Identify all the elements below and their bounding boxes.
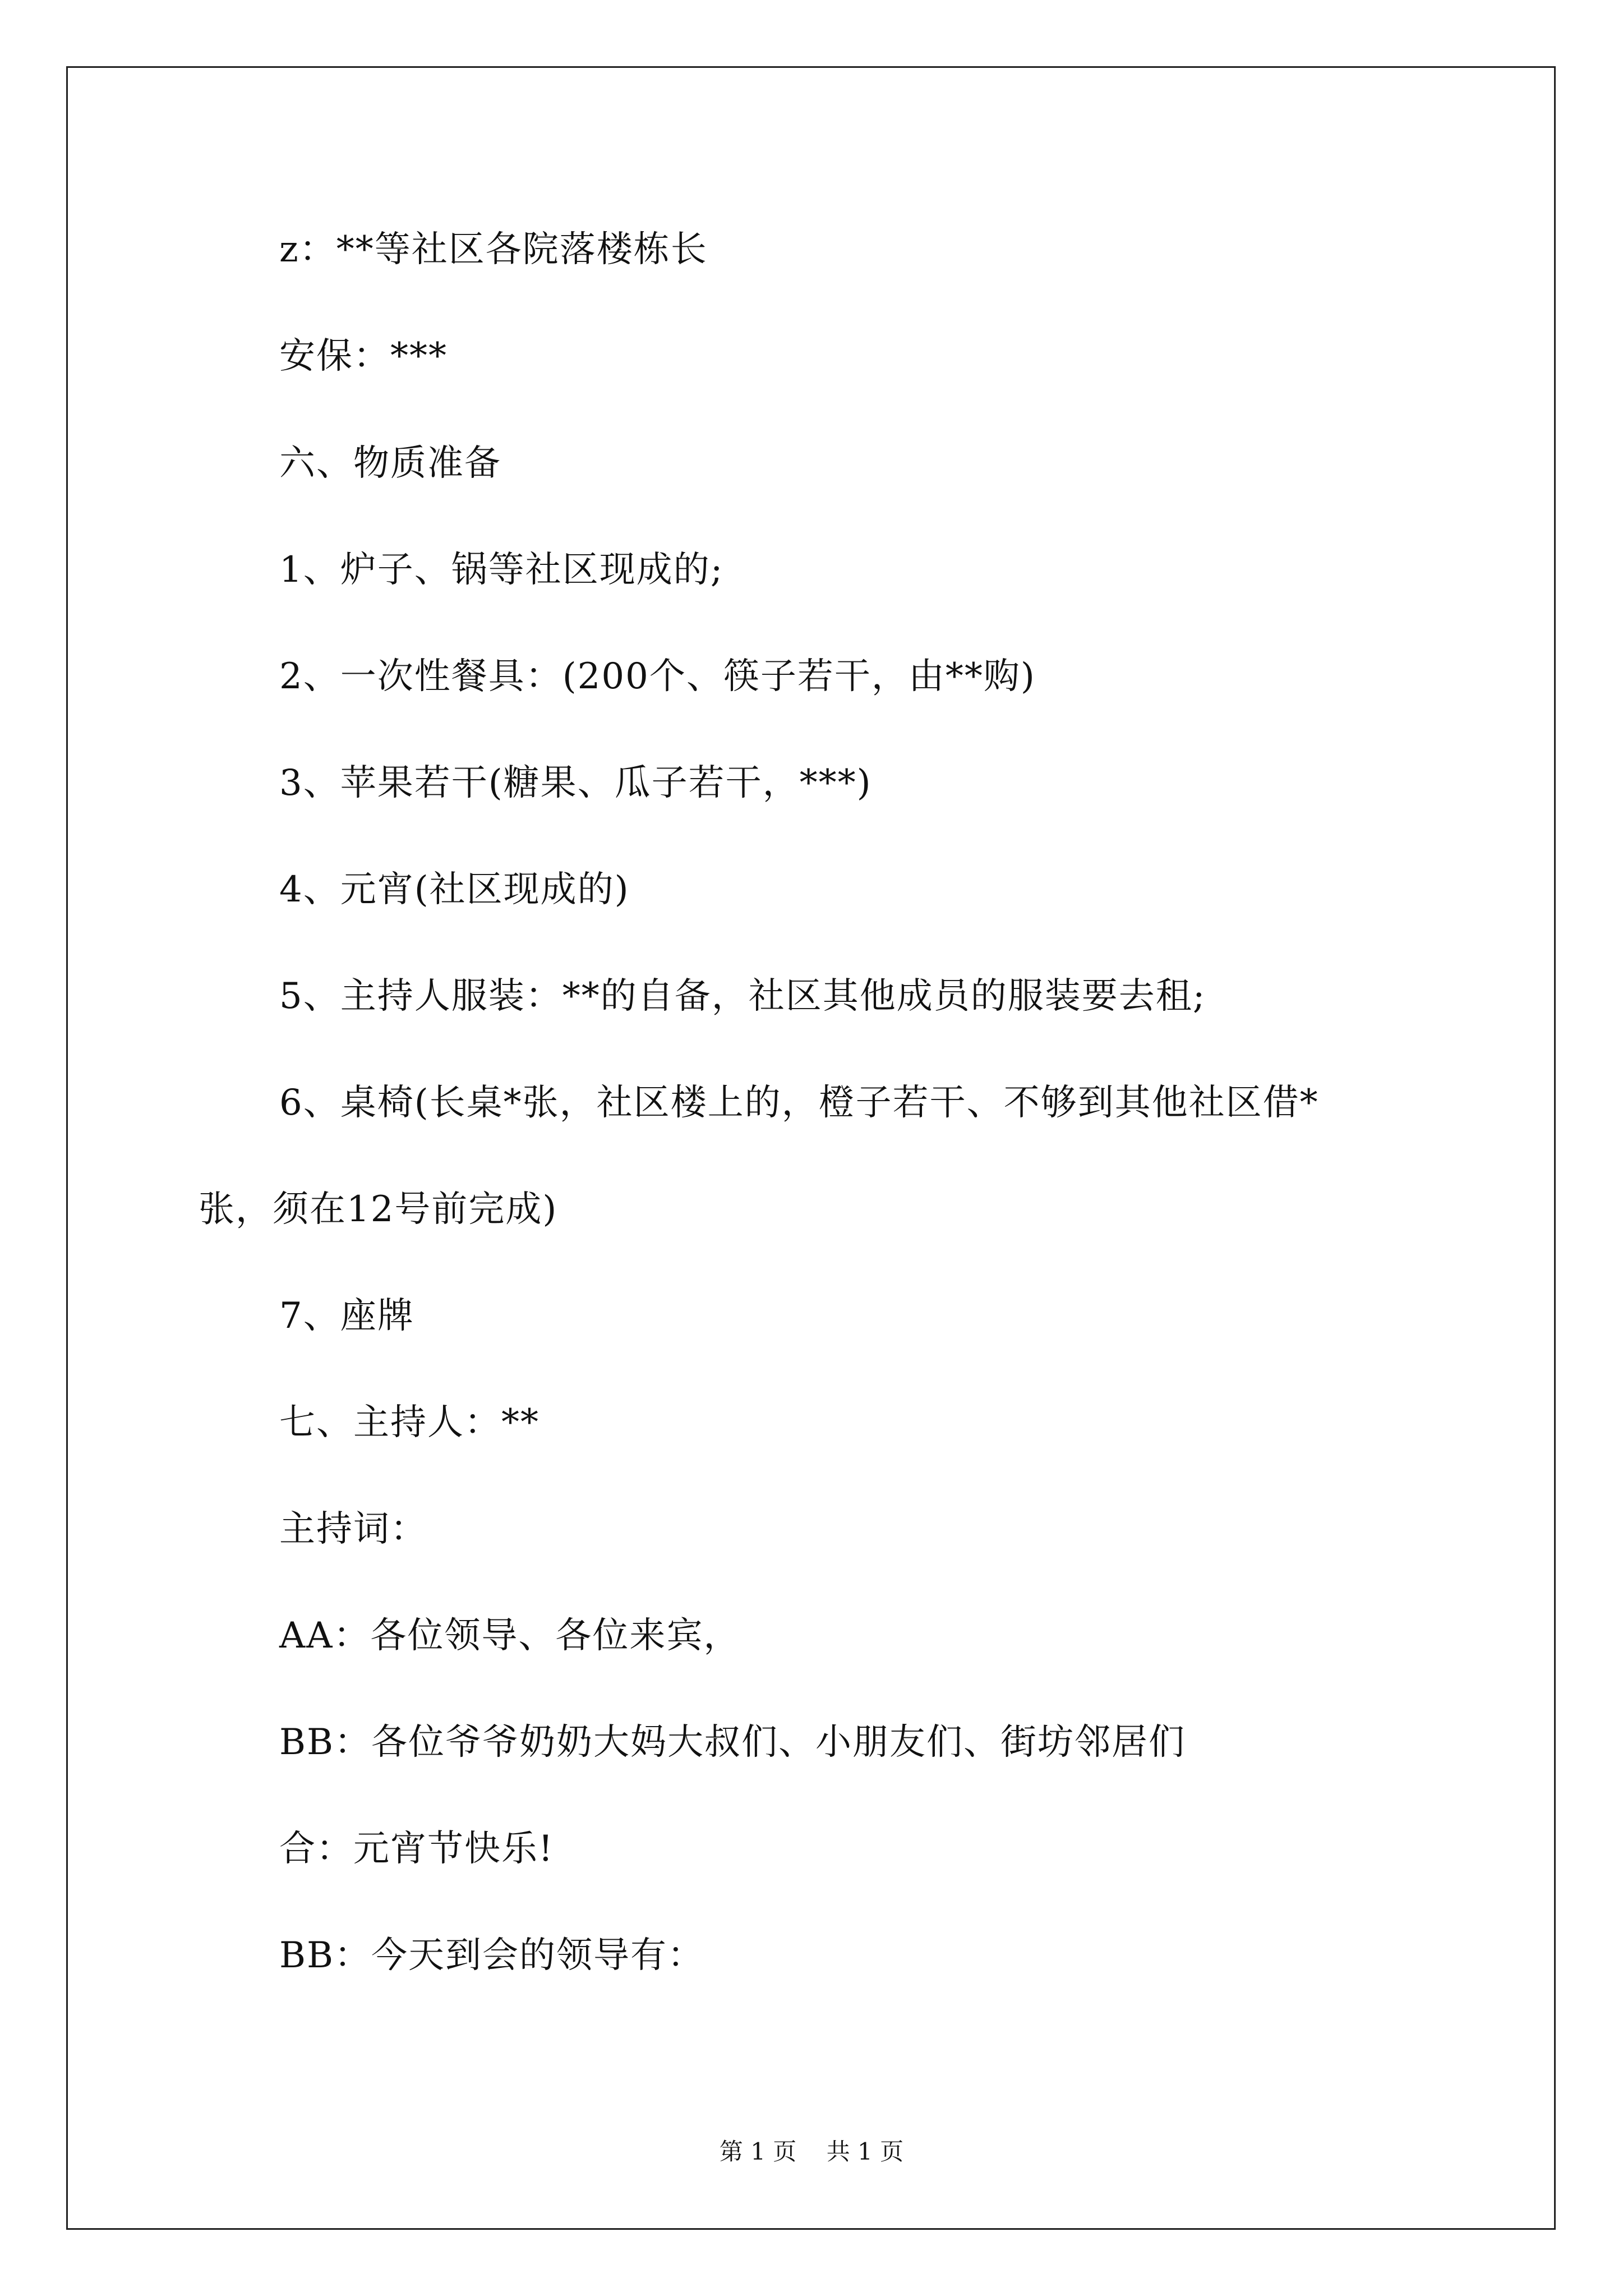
script-line-together: 合：元宵节快乐! bbox=[279, 1828, 554, 1870]
page-number-footer: 第 1 页 共 1 页 bbox=[719, 2138, 904, 2165]
script-line-bb-1: BB：各位爷爷奶奶大妈大叔们、小朋友们、街坊邻居们 bbox=[279, 1722, 1186, 1763]
script-line-aa: AA：各位领导、各位来宾， bbox=[279, 1615, 741, 1657]
list-item-4: 4、元宵(社区现成的) bbox=[279, 869, 630, 910]
script-line-bb-2: BB：今天到会的领导有： bbox=[279, 1935, 705, 1976]
text-line-2: 安保：*** bbox=[279, 335, 448, 377]
section-heading-host: 七、主持人：** bbox=[279, 1402, 540, 1443]
list-item-6-continuation: 张，须在12号前完成) bbox=[199, 1189, 558, 1230]
section-heading-materials: 六、物质准备 bbox=[279, 443, 501, 484]
list-item-5: 5、主持人服装：**的自备，社区其他成员的服装要去租; bbox=[279, 976, 1206, 1017]
text-line-1: z：**等社区各院落楼栋长 bbox=[279, 229, 708, 270]
page-border bbox=[66, 66, 1556, 2230]
list-item-6: 6、桌椅(长桌*张，社区楼上的，橙子若干、不够到其他社区借* bbox=[279, 1082, 1319, 1124]
list-item-2: 2、一次性餐具：(200个、筷子若干，由**购) bbox=[279, 656, 1036, 697]
list-item-3: 3、苹果若干(糖果、瓜子若干，***) bbox=[279, 762, 872, 804]
list-item-1: 1、炉子、锅等社区现成的; bbox=[279, 549, 724, 591]
list-item-7: 7、座牌 bbox=[279, 1295, 414, 1337]
script-heading: 主持词： bbox=[279, 1508, 427, 1550]
